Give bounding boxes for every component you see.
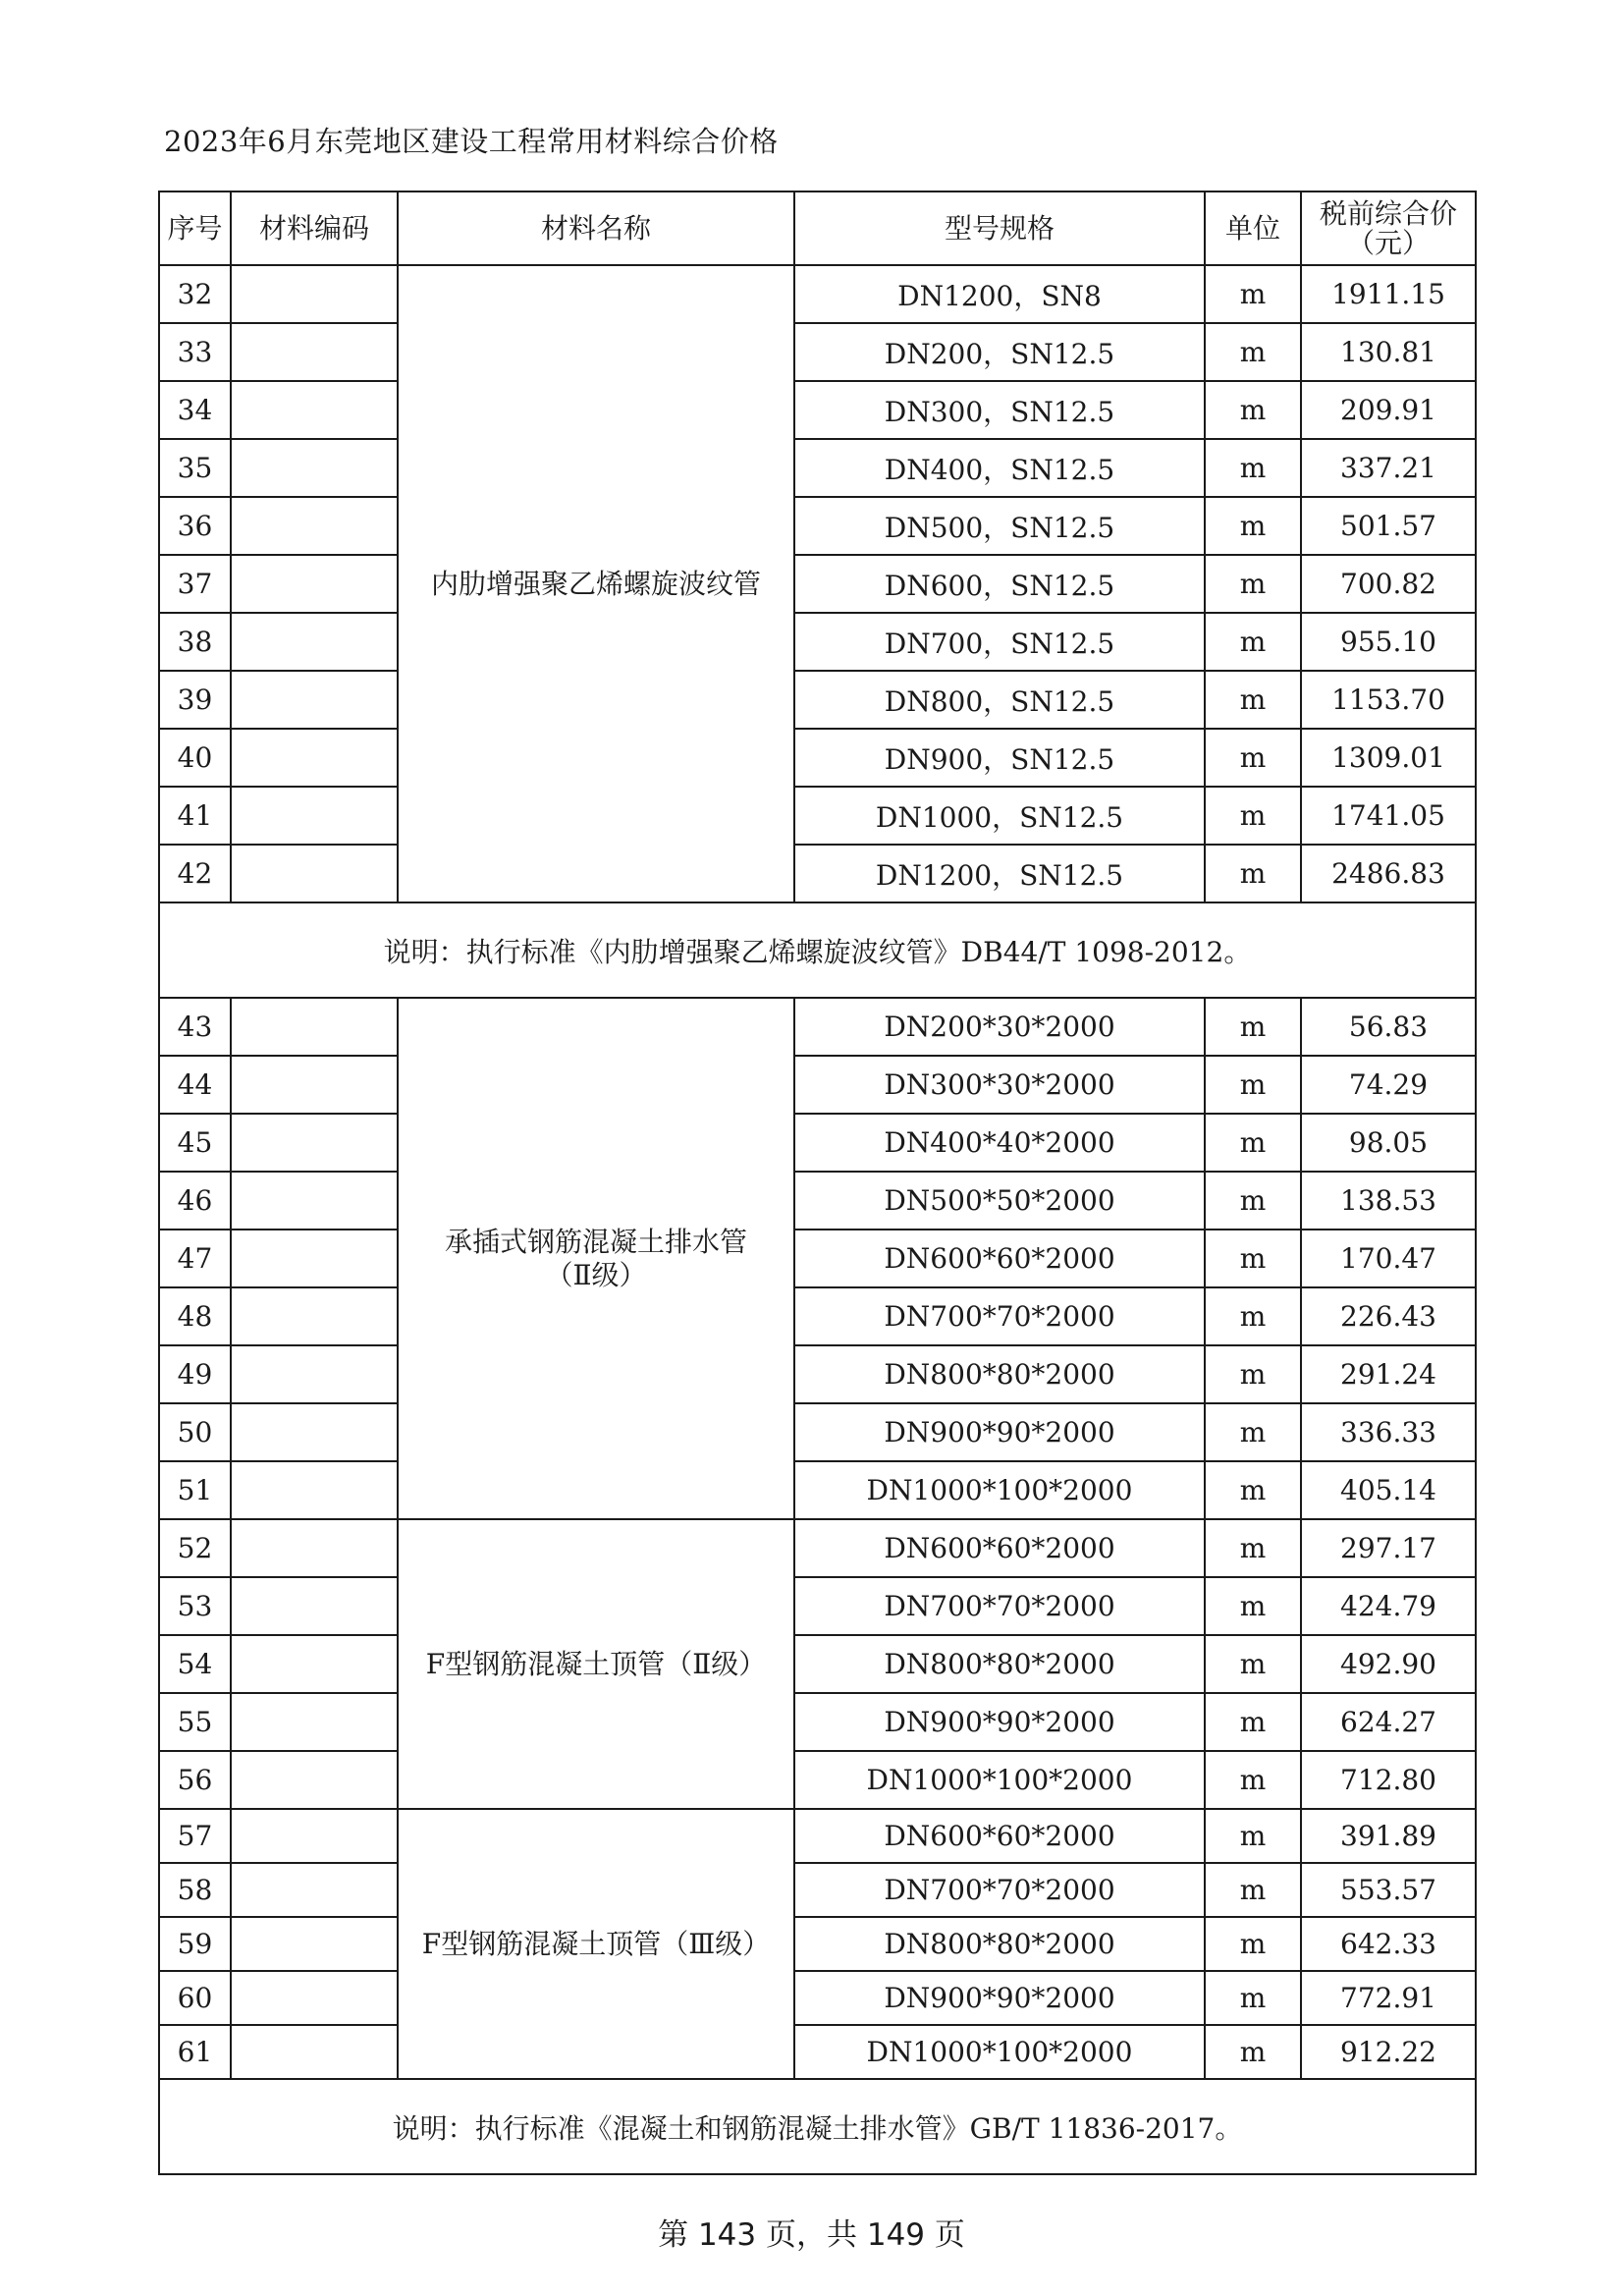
- cell-seq: 32: [159, 265, 231, 323]
- cell-unit: m: [1205, 1345, 1301, 1403]
- cell-seq: 37: [159, 555, 231, 613]
- cell-code: [231, 998, 398, 1056]
- cell-spec: DN900*90*2000: [794, 1693, 1205, 1751]
- cell-code: [231, 2025, 398, 2079]
- table-row: [159, 323, 1476, 381]
- cell-code: [231, 1114, 398, 1172]
- cell-seq: 61: [159, 2025, 231, 2079]
- cell-spec: DN700*70*2000: [794, 1863, 1205, 1917]
- cell-spec: DN600*60*2000: [794, 1809, 1205, 1863]
- note-row: [159, 902, 1476, 998]
- cell-spec: DN300，SN12.5: [794, 381, 1205, 439]
- cell-price: 772.91: [1301, 1971, 1476, 2025]
- table-row: [159, 265, 1476, 323]
- table-body: [159, 265, 1476, 2174]
- cell-code: [231, 1751, 398, 1809]
- cell-unit: m: [1205, 845, 1301, 902]
- cell-unit: m: [1205, 998, 1301, 1056]
- cell-spec: DN600*60*2000: [794, 1230, 1205, 1287]
- cell-spec: DN1000*100*2000: [794, 2025, 1205, 2079]
- cell-price: 1741.05: [1301, 787, 1476, 845]
- cell-unit: m: [1205, 1863, 1301, 1917]
- cell-unit: m: [1205, 1693, 1301, 1751]
- cell-price: 912.22: [1301, 2025, 1476, 2079]
- cell-seq: 34: [159, 381, 231, 439]
- cell-price: 297.17: [1301, 1519, 1476, 1577]
- material-price-table: [158, 191, 1477, 2175]
- cell-unit: m: [1205, 729, 1301, 787]
- cell-code: [231, 1519, 398, 1577]
- cell-spec: DN500，SN12.5: [794, 497, 1205, 555]
- cell-code: [231, 1577, 398, 1635]
- cell-price: 1911.15: [1301, 265, 1476, 323]
- table-row: [159, 1287, 1476, 1345]
- cell-unit: m: [1205, 1287, 1301, 1345]
- material-name-line: F型钢筋混凝土顶管（Ⅲ级）: [421, 1927, 771, 1960]
- table-row: [159, 1172, 1476, 1230]
- material-name-line: （Ⅱ级）: [545, 1258, 647, 1291]
- cell-unit: m: [1205, 265, 1301, 323]
- header-row: [159, 191, 1476, 265]
- cell-code: [231, 381, 398, 439]
- cell-spec: DN500*50*2000: [794, 1172, 1205, 1230]
- table-row: [159, 671, 1476, 729]
- cell-code: [231, 265, 398, 323]
- cell-unit: m: [1205, 1056, 1301, 1114]
- cell-seq: 40: [159, 729, 231, 787]
- cell-price: 712.80: [1301, 1751, 1476, 1809]
- cell-price: 130.81: [1301, 323, 1476, 381]
- cell-unit: m: [1205, 613, 1301, 671]
- cell-unit: m: [1205, 1971, 1301, 2025]
- cell-price: 74.29: [1301, 1056, 1476, 1114]
- cell-material-name: [398, 1519, 794, 1809]
- cell-price: 170.47: [1301, 1230, 1476, 1287]
- cell-seq: 52: [159, 1519, 231, 1577]
- cell-spec: DN800*80*2000: [794, 1917, 1205, 1971]
- cell-price: 424.79: [1301, 1577, 1476, 1635]
- table-row: [159, 1971, 1476, 2025]
- table-row: [159, 1751, 1476, 1809]
- cell-spec: DN700，SN12.5: [794, 613, 1205, 671]
- header-code: 材料编码: [231, 191, 398, 265]
- cell-seq: 46: [159, 1172, 231, 1230]
- cell-seq: 44: [159, 1056, 231, 1114]
- cell-spec: DN1000，SN12.5: [794, 787, 1205, 845]
- cell-price: 700.82: [1301, 555, 1476, 613]
- table-row: [159, 1917, 1476, 1971]
- cell-spec: DN900*90*2000: [794, 1971, 1205, 2025]
- cell-code: [231, 845, 398, 902]
- cell-price: 138.53: [1301, 1172, 1476, 1230]
- cell-price: 1309.01: [1301, 729, 1476, 787]
- cell-code: [231, 323, 398, 381]
- table-row: [159, 613, 1476, 671]
- cell-price: 2486.83: [1301, 845, 1476, 902]
- table-row: [159, 439, 1476, 497]
- cell-seq: 49: [159, 1345, 231, 1403]
- standard-note: 说明：执行标准《内肋增强聚乙烯螺旋波纹管》DB44/T 1098-2012。: [159, 902, 1476, 998]
- cell-spec: DN300*30*2000: [794, 1056, 1205, 1114]
- cell-seq: 36: [159, 497, 231, 555]
- cell-unit: m: [1205, 497, 1301, 555]
- table-row: [159, 1519, 1476, 1577]
- cell-price: 642.33: [1301, 1917, 1476, 1971]
- header-price-line2: （元）: [1346, 226, 1430, 259]
- cell-spec: DN600，SN12.5: [794, 555, 1205, 613]
- cell-material-name: [398, 998, 794, 1519]
- cell-seq: 56: [159, 1751, 231, 1809]
- table-row: [159, 555, 1476, 613]
- cell-seq: 42: [159, 845, 231, 902]
- header-spec: 型号规格: [794, 191, 1205, 265]
- cell-price: 624.27: [1301, 1693, 1476, 1751]
- cell-spec: DN1200，SN8: [794, 265, 1205, 323]
- table-row: [159, 1345, 1476, 1403]
- cell-price: 492.90: [1301, 1635, 1476, 1693]
- cell-spec: DN200，SN12.5: [794, 323, 1205, 381]
- cell-seq: 59: [159, 1917, 231, 1971]
- cell-seq: 58: [159, 1863, 231, 1917]
- cell-price: 1153.70: [1301, 671, 1476, 729]
- cell-unit: m: [1205, 2025, 1301, 2079]
- note-row: [159, 2079, 1476, 2174]
- table-row: [159, 497, 1476, 555]
- table-row: [159, 2025, 1476, 2079]
- document-title: 2023年6月东莞地区建设工程常用材料综合价格: [164, 125, 779, 158]
- header-unit: 单位: [1205, 191, 1301, 265]
- table-row: [159, 1114, 1476, 1172]
- cell-price: 56.83: [1301, 998, 1476, 1056]
- cell-material-name: [398, 1809, 794, 2079]
- cell-spec: DN400*40*2000: [794, 1114, 1205, 1172]
- cell-spec: DN700*70*2000: [794, 1577, 1205, 1635]
- cell-code: [231, 671, 398, 729]
- cell-seq: 38: [159, 613, 231, 671]
- cell-price: 291.24: [1301, 1345, 1476, 1403]
- cell-seq: 47: [159, 1230, 231, 1287]
- cell-code: [231, 497, 398, 555]
- cell-seq: 54: [159, 1635, 231, 1693]
- standard-note: 说明：执行标准《混凝土和钢筋混凝土排水管》GB/T 11836-2017。: [159, 2079, 1476, 2174]
- cell-code: [231, 1693, 398, 1751]
- cell-spec: DN1000*100*2000: [794, 1751, 1205, 1809]
- cell-price: 391.89: [1301, 1809, 1476, 1863]
- cell-code: [231, 1056, 398, 1114]
- table-row: [159, 1056, 1476, 1114]
- cell-unit: m: [1205, 555, 1301, 613]
- cell-seq: 39: [159, 671, 231, 729]
- cell-unit: m: [1205, 1809, 1301, 1863]
- cell-unit: m: [1205, 1230, 1301, 1287]
- cell-code: [231, 439, 398, 497]
- table-row: [159, 1403, 1476, 1461]
- cell-code: [231, 1403, 398, 1461]
- cell-spec: DN800*80*2000: [794, 1345, 1205, 1403]
- cell-seq: 50: [159, 1403, 231, 1461]
- cell-price: 337.21: [1301, 439, 1476, 497]
- cell-price: 209.91: [1301, 381, 1476, 439]
- header-name: 材料名称: [398, 191, 794, 265]
- cell-code: [231, 729, 398, 787]
- cell-seq: 53: [159, 1577, 231, 1635]
- cell-seq: 48: [159, 1287, 231, 1345]
- cell-price: 501.57: [1301, 497, 1476, 555]
- header-price-line1: 税前综合价: [1319, 197, 1457, 231]
- cell-spec: DN1200，SN12.5: [794, 845, 1205, 902]
- cell-code: [231, 555, 398, 613]
- table-row: [159, 381, 1476, 439]
- cell-code: [231, 1287, 398, 1345]
- table-row: [159, 1693, 1476, 1751]
- cell-unit: m: [1205, 1577, 1301, 1635]
- cell-code: [231, 1971, 398, 2025]
- cell-price: 226.43: [1301, 1287, 1476, 1345]
- cell-seq: 45: [159, 1114, 231, 1172]
- cell-price: 955.10: [1301, 613, 1476, 671]
- material-name-line: 承插式钢筋混凝土排水管: [444, 1225, 747, 1258]
- cell-seq: 33: [159, 323, 231, 381]
- material-name-line: F型钢筋混凝土顶管（Ⅱ级）: [425, 1647, 767, 1680]
- cell-unit: m: [1205, 1114, 1301, 1172]
- cell-code: [231, 1461, 398, 1519]
- cell-price: 98.05: [1301, 1114, 1476, 1172]
- cell-seq: 55: [159, 1693, 231, 1751]
- cell-code: [231, 1809, 398, 1863]
- cell-seq: 35: [159, 439, 231, 497]
- cell-price: 553.57: [1301, 1863, 1476, 1917]
- cell-code: [231, 1917, 398, 1971]
- table-row: [159, 998, 1476, 1056]
- cell-unit: m: [1205, 1461, 1301, 1519]
- cell-unit: m: [1205, 1917, 1301, 1971]
- header-price: [1301, 191, 1476, 265]
- cell-seq: 41: [159, 787, 231, 845]
- cell-spec: DN200*30*2000: [794, 998, 1205, 1056]
- cell-code: [231, 1863, 398, 1917]
- cell-price: 336.33: [1301, 1403, 1476, 1461]
- cell-unit: m: [1205, 1751, 1301, 1809]
- table-row: [159, 1863, 1476, 1917]
- cell-unit: m: [1205, 439, 1301, 497]
- cell-spec: DN1000*100*2000: [794, 1461, 1205, 1519]
- cell-spec: DN800，SN12.5: [794, 671, 1205, 729]
- cell-code: [231, 1230, 398, 1287]
- table-row: [159, 1577, 1476, 1635]
- cell-seq: 51: [159, 1461, 231, 1519]
- cell-spec: DN900，SN12.5: [794, 729, 1205, 787]
- cell-unit: m: [1205, 1635, 1301, 1693]
- cell-code: [231, 1345, 398, 1403]
- table-row: [159, 1230, 1476, 1287]
- table-row: [159, 1809, 1476, 1863]
- cell-unit: m: [1205, 323, 1301, 381]
- table-row: [159, 787, 1476, 845]
- cell-code: [231, 613, 398, 671]
- cell-code: [231, 1635, 398, 1693]
- cell-material-name: [398, 265, 794, 902]
- cell-unit: m: [1205, 1403, 1301, 1461]
- page-footer: 第 143 页，共 149 页: [658, 2217, 965, 2253]
- table-row: [159, 845, 1476, 902]
- cell-spec: DN900*90*2000: [794, 1403, 1205, 1461]
- cell-seq: 43: [159, 998, 231, 1056]
- cell-unit: m: [1205, 1172, 1301, 1230]
- table-row: [159, 1635, 1476, 1693]
- cell-unit: m: [1205, 381, 1301, 439]
- cell-seq: 60: [159, 1971, 231, 2025]
- table-row: [159, 729, 1476, 787]
- cell-code: [231, 787, 398, 845]
- table-row: [159, 1461, 1476, 1519]
- cell-spec: DN600*60*2000: [794, 1519, 1205, 1577]
- cell-unit: m: [1205, 671, 1301, 729]
- cell-code: [231, 1172, 398, 1230]
- cell-unit: m: [1205, 787, 1301, 845]
- cell-spec: DN800*80*2000: [794, 1635, 1205, 1693]
- cell-seq: 57: [159, 1809, 231, 1863]
- material-name-line: 内肋增强聚乙烯螺旋波纹管: [430, 567, 761, 600]
- cell-price: 405.14: [1301, 1461, 1476, 1519]
- cell-spec: DN400，SN12.5: [794, 439, 1205, 497]
- cell-unit: m: [1205, 1519, 1301, 1577]
- header-seq: 序号: [159, 191, 231, 265]
- cell-spec: DN700*70*2000: [794, 1287, 1205, 1345]
